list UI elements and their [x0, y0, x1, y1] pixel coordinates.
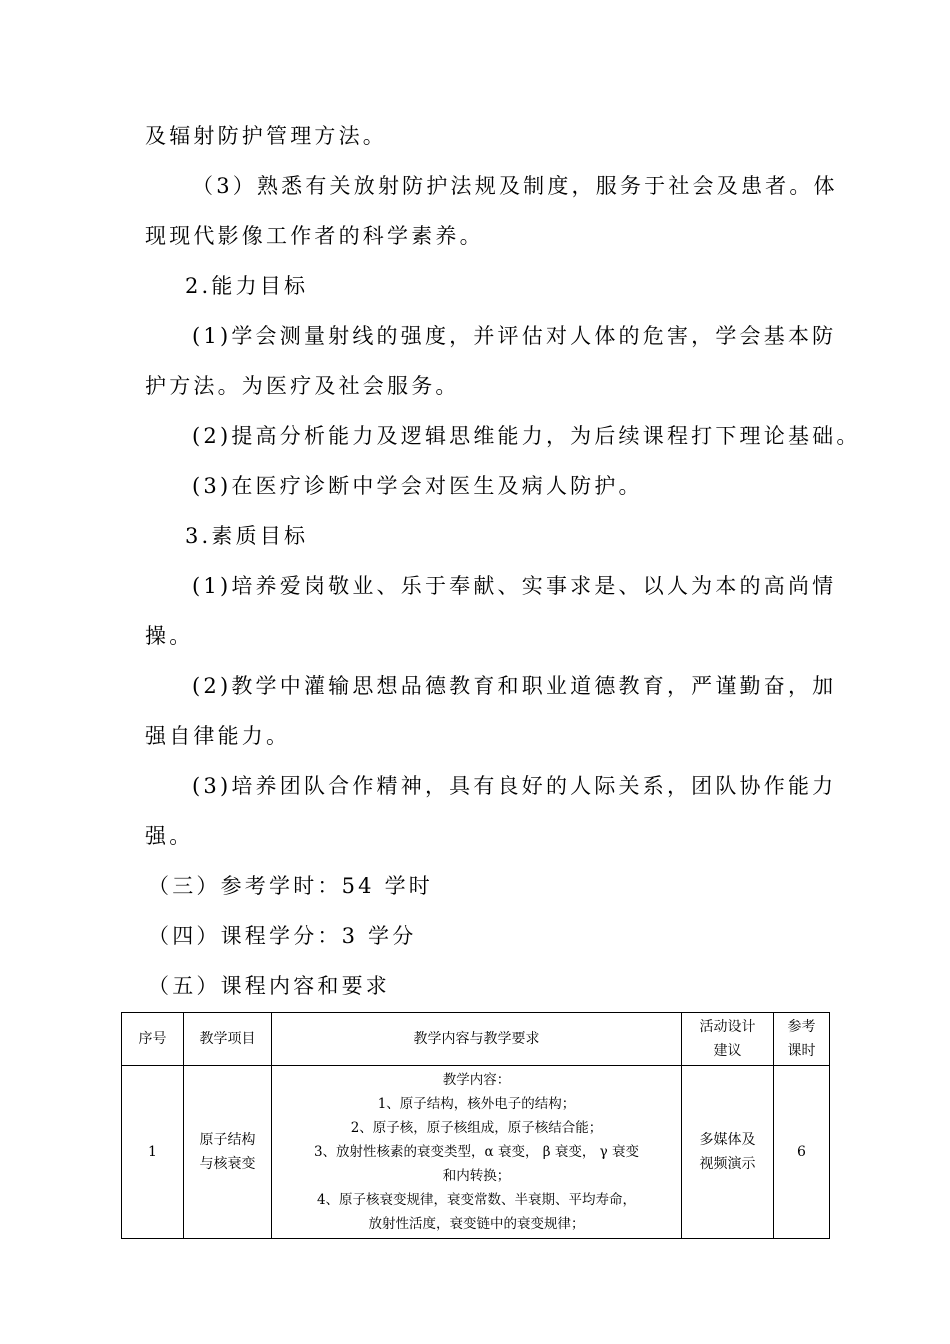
row-project-line1: 原子结构	[199, 1132, 256, 1148]
course-content-table	[121, 1012, 830, 1239]
paragraph-text: (1)学会测量射线的强度，并评估对人体的危害，学会基本防	[192, 324, 837, 348]
paragraph-text: 操。	[145, 624, 194, 648]
table-row	[122, 1066, 830, 1239]
content-line: 放射性活度，衰变链中的衰变规律；	[368, 1216, 585, 1232]
section-title: （四）课程学分：3 学分	[148, 924, 417, 948]
header-content: 教学内容与教学要求	[272, 1013, 682, 1066]
paragraph-text: (1)培养爱岗敬业、乐于奉献、实事求是、以人为本的高尚情	[192, 574, 837, 598]
header-number: 序号	[122, 1013, 184, 1066]
paragraph-text: 及辐射防护管理方法。	[145, 124, 387, 148]
header-activity	[682, 1013, 774, 1066]
content-line: 2、原子核，原子核组成，原子核结合能；	[350, 1120, 603, 1136]
section-title: （五）课程内容和要求	[148, 974, 390, 998]
paragraph-text: 现现代影像工作者的科学素养。	[145, 224, 484, 248]
table-header-row	[122, 1013, 830, 1066]
content-line: 1、原子结构，核外电子的结构；	[377, 1096, 576, 1112]
content-line: 4、原子核衰变规律，衰变常数、半衰期、平均寿命，	[316, 1192, 637, 1208]
section-heading: 3.素质目标	[185, 524, 309, 548]
paragraph-text: 强。	[145, 824, 194, 848]
section-title: （三）参考学时：54 学时	[148, 874, 433, 898]
row-activity-line2: 视频演示	[699, 1156, 756, 1172]
header-activity-line1: 活动设计	[699, 1019, 756, 1035]
row-hours: 6	[774, 1066, 830, 1239]
row-content	[272, 1066, 682, 1239]
row-activity-line1: 多媒体及	[699, 1132, 756, 1148]
header-activity-line2: 建议	[713, 1043, 742, 1059]
paragraph-text: （3）熟悉有关放射防护法规及制度，服务于社会及患者。体	[192, 174, 838, 198]
content-line: 教学内容：	[442, 1072, 511, 1088]
paragraph-text: (2)提高分析能力及逻辑思维能力，为后续课程打下理论基础。	[192, 424, 861, 448]
content-line: 3、放射性核素的衰变类型，α 衰变， β 衰变， γ 衰变	[313, 1144, 640, 1160]
content-line: 和内转换；	[442, 1168, 511, 1184]
row-project-line2: 与核衰变	[199, 1156, 256, 1172]
row-project	[184, 1066, 272, 1239]
row-activity	[682, 1066, 774, 1239]
header-hours-line2: 课时	[787, 1043, 816, 1059]
paragraph-text: (2)教学中灌输思想品德教育和职业道德教育，严谨勤奋，加	[192, 674, 837, 698]
header-project: 教学项目	[184, 1013, 272, 1066]
paragraph-text: 强自律能力。	[145, 724, 291, 748]
paragraph-text: 护方法。为医疗及社会服务。	[145, 374, 460, 398]
header-hours-line1: 参考	[787, 1019, 816, 1035]
section-heading: 2.能力目标	[185, 274, 309, 298]
paragraph-text: (3)在医疗诊断中学会对医生及病人防护。	[192, 474, 643, 498]
paragraph-text: (3)培养团队合作精神，具有良好的人际关系，团队协作能力	[192, 774, 837, 798]
header-hours	[774, 1013, 830, 1066]
row-number: 1	[122, 1066, 184, 1239]
